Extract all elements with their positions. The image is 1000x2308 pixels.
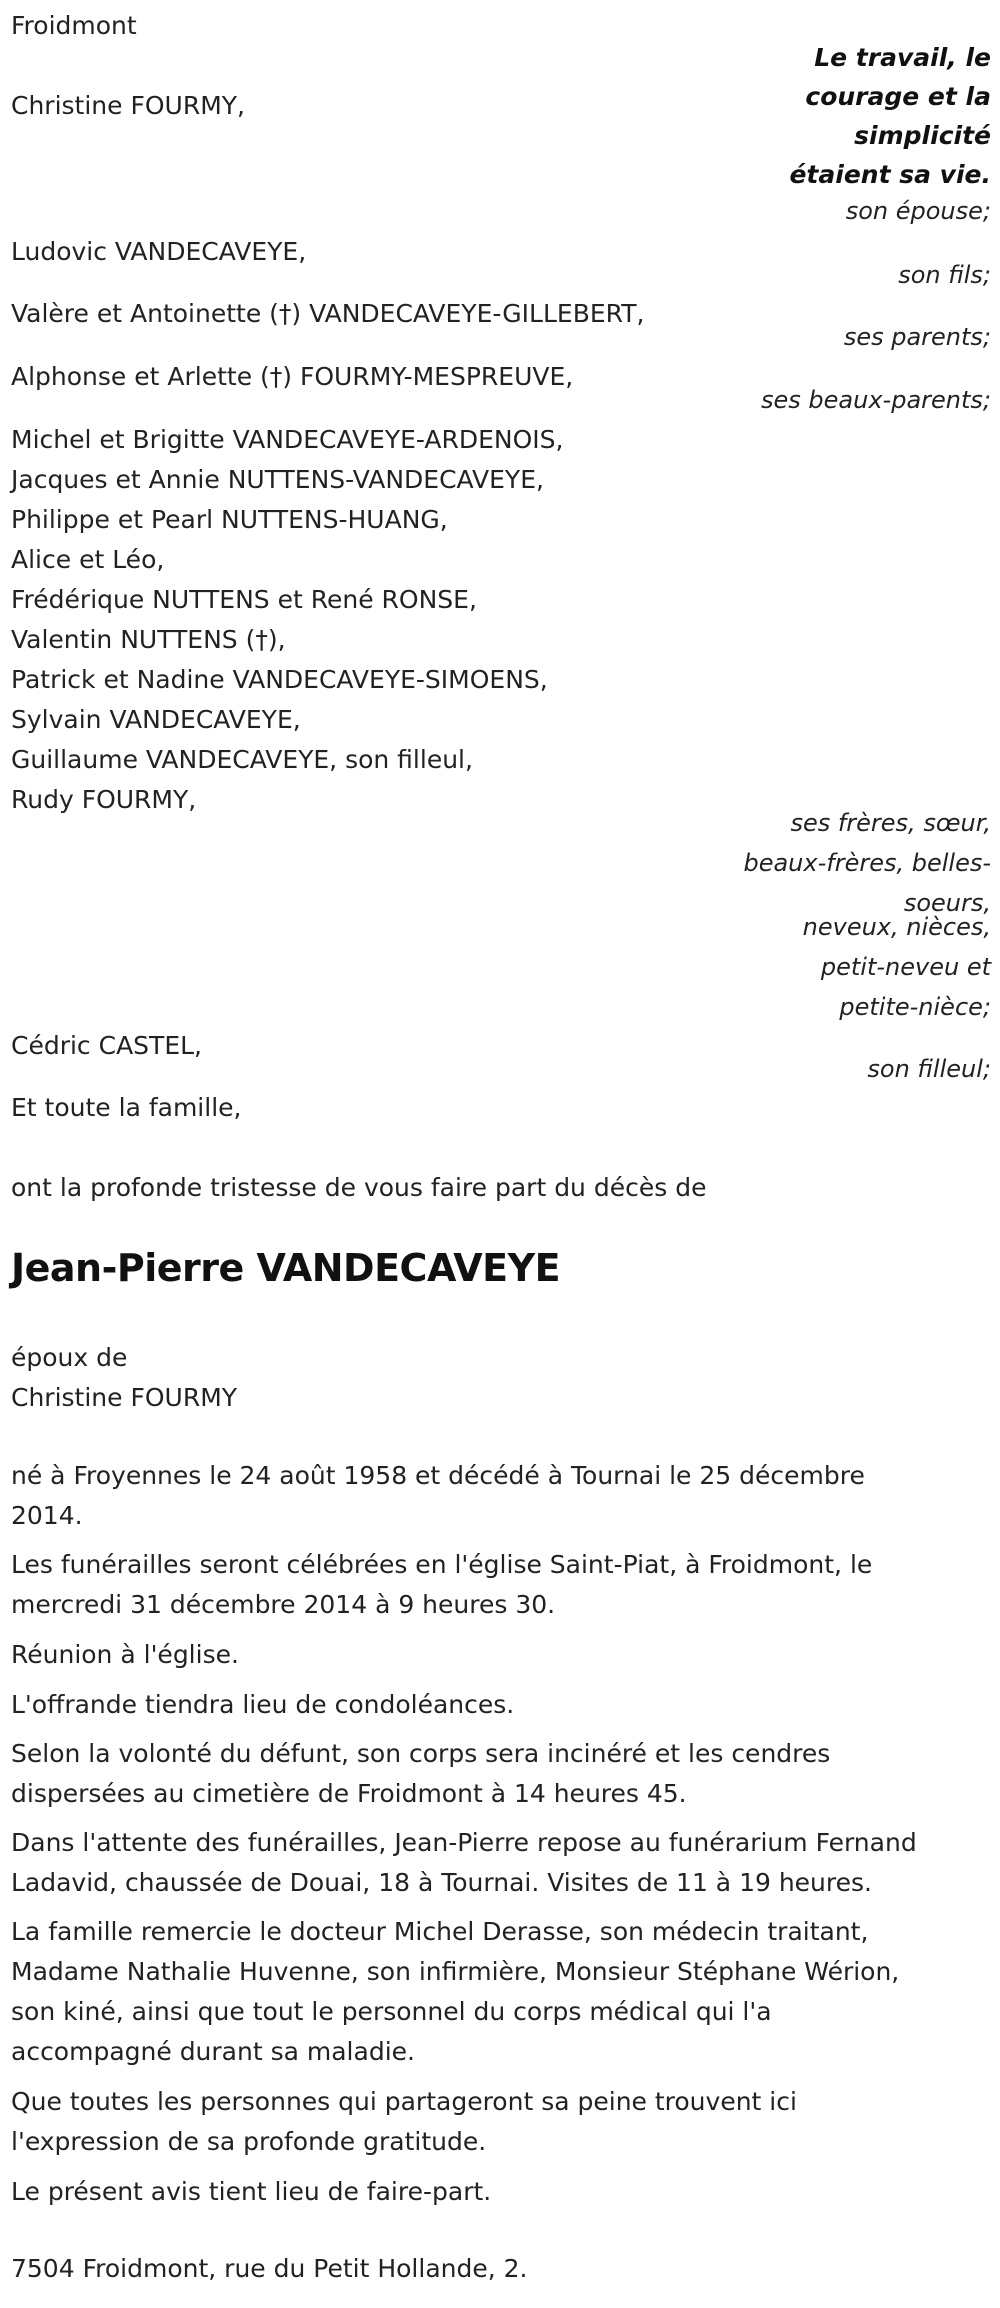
relation-godson: son filleul;	[867, 1055, 991, 1083]
paragraph-line: dispersées au cimetière de Froidmont à 14 heures 45.	[11, 1779, 687, 1808]
paragraph-line: 2014.	[11, 1501, 83, 1530]
motto-line: courage et la	[805, 82, 991, 111]
spouse-name: Christine FOURMY	[11, 1383, 238, 1412]
family-sibling: Patrick et Nadine VANDECAVEYE-SIMOENS,	[11, 665, 548, 694]
family-whole: Et toute la famille,	[11, 1093, 242, 1122]
family-son: Ludovic VANDECAVEYE,	[11, 237, 307, 266]
family-sibling: Michel et Brigitte VANDECAVEYE-ARDENOIS,	[11, 425, 564, 454]
family-sibling: Rudy FOURMY,	[11, 785, 197, 814]
announcement-intro: ont la profonde tristesse de vous faire part du décès de	[11, 1173, 707, 1202]
paragraph-line: l'expression de sa profonde gratitude.	[11, 2127, 487, 2156]
town-name: Froidmont	[11, 11, 137, 40]
relation-parents: ses parents;	[843, 323, 991, 351]
family-sibling: Valentin NUTTENS (†),	[11, 625, 286, 654]
family-sibling: Philippe et Pearl NUTTENS-HUANG,	[11, 505, 448, 534]
motto-line: simplicité	[854, 121, 991, 150]
relation-siblings: beaux-frères, belles-	[743, 849, 991, 877]
family-sibling: Frédérique NUTTENS et René RONSE,	[11, 585, 477, 614]
paragraph-line: Selon la volonté du défunt, son corps sera incinéré et les cendres	[11, 1739, 831, 1768]
paragraph-line: né à Froyennes le 24 août 1958 et décédé à Tournai le 25 décembre	[11, 1461, 865, 1490]
paragraph-line: son kiné, ainsi que tout le personnel du corps médical qui l'a	[11, 1997, 772, 2026]
motto-line: Le travail, le	[814, 43, 991, 72]
paragraph-line: accompagné durant sa maladie.	[11, 2037, 415, 2066]
relation-nephews: petite-nièce;	[839, 993, 991, 1021]
family-sibling: Jacques et Annie NUTTENS-VANDECAVEYE,	[11, 465, 544, 494]
funeral-paragraph	[11, 1545, 986, 1625]
paragraph-line: Réunion à l'église.	[11, 1640, 239, 1669]
family-parents: Valère et Antoinette (†) VANDECAVEYE-GILLEBERT,	[11, 299, 645, 328]
relation-nephews: petit-neveu et	[820, 953, 991, 981]
paragraph-line: Que toutes les personnes qui partageront sa peine trouvent ici	[11, 2087, 797, 2116]
family-sibling: Sylvain VANDECAVEYE,	[11, 705, 301, 734]
deceased-name: Jean-Pierre VANDECAVEYE	[11, 1246, 561, 1290]
family-sibling: Guillaume VANDECAVEYE, son filleul,	[11, 745, 473, 774]
paragraph-line: Les funérailles seront célébrées en l'église Saint-Piat, à Froidmont, le	[11, 1550, 873, 1579]
relation-wife: son épouse;	[845, 197, 991, 225]
relation-siblings: soeurs,	[903, 889, 991, 917]
meeting-paragraph	[11, 1635, 986, 1675]
paragraph-line: Madame Nathalie Huvenne, son infirmière, Monsieur Stéphane Wérion,	[11, 1957, 900, 1986]
spouse-label: époux de	[11, 1343, 128, 1372]
gratitude-paragraph	[11, 2082, 986, 2162]
family-in-laws: Alphonse et Arlette (†) FOURMY-MESPREUVE,	[11, 362, 574, 391]
relation-son: son fils;	[898, 261, 991, 289]
paragraph-line: La famille remercie le docteur Michel Derasse, son médecin traitant,	[11, 1917, 869, 1946]
relation-in-laws: ses beaux-parents;	[761, 386, 991, 414]
notice-paragraph	[11, 2172, 986, 2212]
funeral-home-paragraph	[11, 1823, 986, 1903]
offering-paragraph	[11, 1685, 986, 1725]
paragraph-line: Ladavid, chaussée de Douai, 18 à Tournai. Visites de 11 à 19 heures.	[11, 1868, 872, 1897]
relation-nephews: neveux, nièces,	[802, 913, 991, 941]
motto-line: étaient sa vie.	[789, 160, 991, 189]
paragraph-line: L'offrande tiendra lieu de condoléances.	[11, 1690, 515, 1719]
family-wife: Christine FOURMY,	[11, 91, 245, 120]
thanks-paragraph	[11, 1912, 986, 2072]
motto	[751, 38, 991, 194]
address: 7504 Froidmont, rue du Petit Hollande, 2.	[11, 2254, 528, 2283]
cremation-paragraph	[11, 1734, 986, 1814]
paragraph-line: Le présent avis tient lieu de faire-part.	[11, 2177, 492, 2206]
family-sibling: Alice et Léo,	[11, 545, 165, 574]
paragraph-line: mercredi 31 décembre 2014 à 9 heures 30.	[11, 1590, 556, 1619]
paragraph-line: Dans l'attente des funérailles, Jean-Pierre repose au funérarium Fernand	[11, 1828, 917, 1857]
birth-death-paragraph	[11, 1456, 986, 1536]
family-godson: Cédric CASTEL,	[11, 1031, 202, 1060]
relation-siblings: ses frères, sœur,	[790, 809, 991, 837]
